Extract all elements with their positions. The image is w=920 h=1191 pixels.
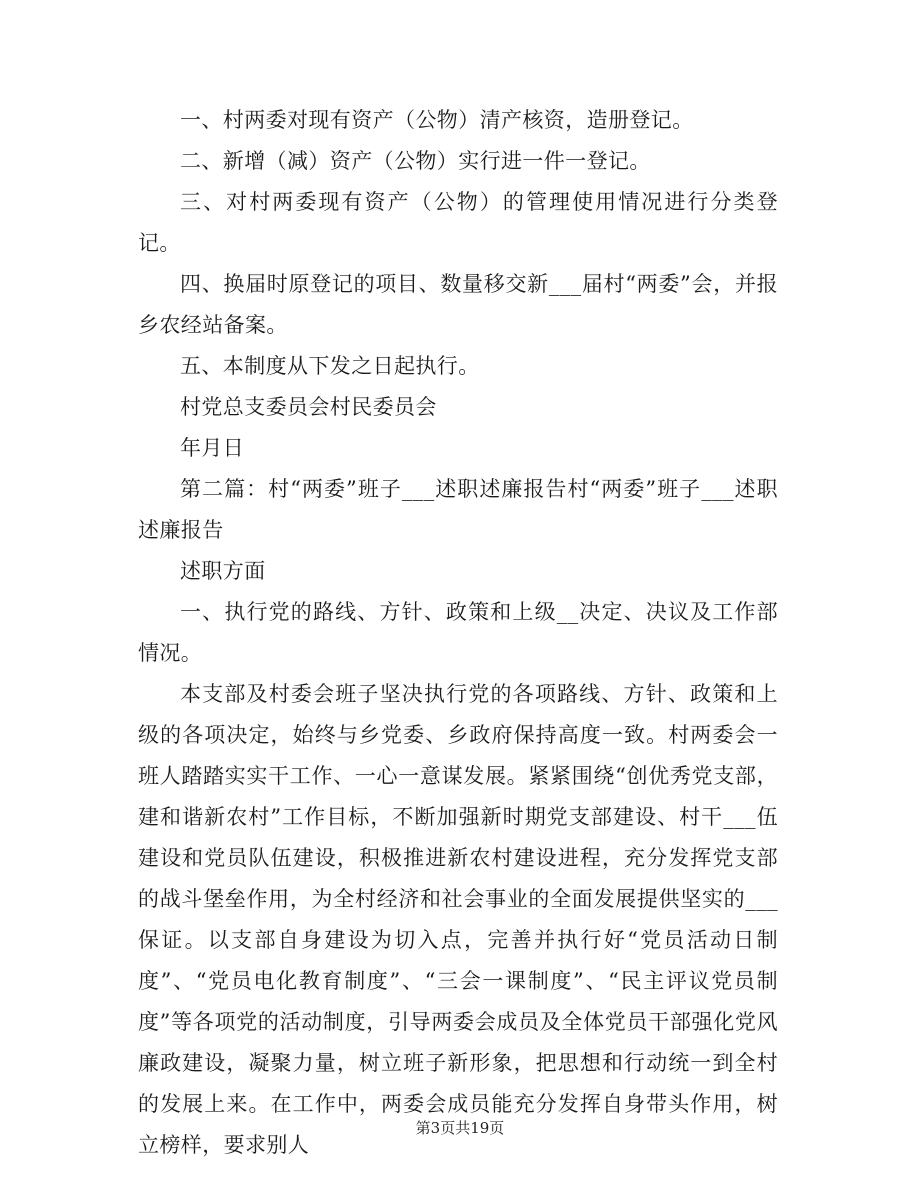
paragraph-1: 一、村两委对现有资产（公物）清产核资，造册登记。 [180, 108, 694, 132]
paragraph-3: 三、对村两委现有资产（公物）的管理使用情况进行分类登记。 [138, 190, 778, 255]
paragraph-point-1: 一、执行党的路线、方针、政策和上级__决定、决议及工作部情况。 [138, 600, 778, 665]
document-body [138, 100, 778, 1166]
paragraph-4: 四、换届时原登记的项目、数量移交新___届村“两委”会，并报乡农经站备案。 [138, 272, 778, 337]
paragraph-2: 二、新增（减）资产（公物）实行进一件一登记。 [180, 149, 651, 173]
section-title: 第二篇：村“两委”班子___述职述廉报告村“两委”班子___述职述廉报告 [138, 477, 778, 542]
section-subtitle: 述职方面 [180, 559, 266, 583]
paragraph-5: 五、本制度从下发之日起执行。 [180, 354, 480, 378]
page-number: 第3页共19页 [415, 1119, 505, 1137]
paragraph-body: 本支部及村委会班子坚决执行党的各项路线、方针、政策和上级的各项决定，始终与乡党委、乡政府保持高度一致。村两委会一班人踏踏实实干工作、一心一意谋发展。紧紧围绕“创优秀党支部，建和谐新农村”工作目标，不断加强新时期党支部建设、村干___伍建设和党员队伍建设，积极推进新农村建设进程，充分发挥党支部的战斗堡垒作用，为全村经济和社会事业的全面发展提供坚实的___保证。以支部自身建设为切入点，完善并执行好“党员活动日制度”、“党员电化教育制度”、“三会一课制度”、“民主评议党员制度”等各项党的活动制度，引导两委会成员及全体党员干部强化党风廉政建设，凝聚力量，树立班子新形象，把思想和行动统一到全村的发展上来。在工作中，两委会成员能充分发挥自身带头作用，树立榜样，要求别人 [138, 682, 778, 1157]
signature-date: 年月日 [180, 436, 245, 460]
signature-organization: 村党总支委员会村民委员会 [180, 395, 437, 419]
